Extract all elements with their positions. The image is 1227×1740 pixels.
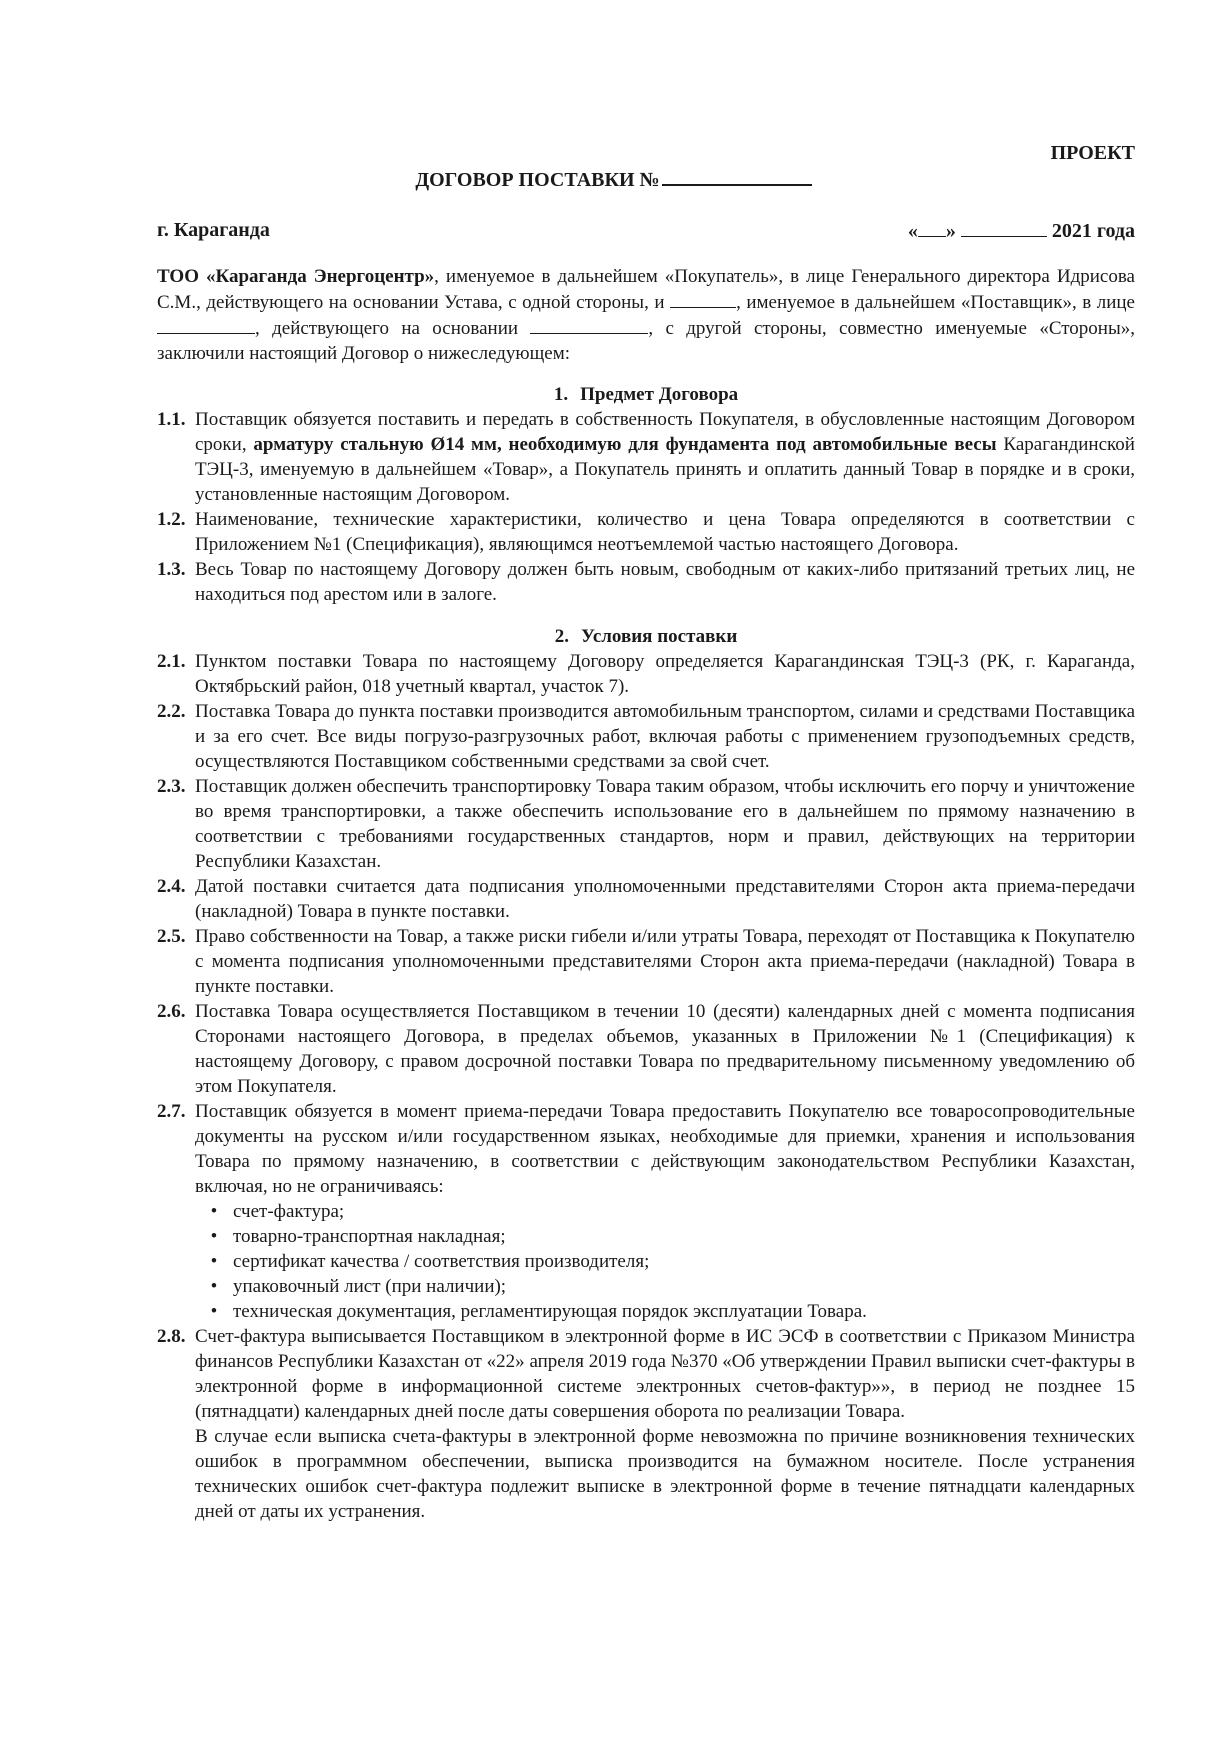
clause-number: 2.4. xyxy=(157,876,186,897)
clause-text: Поставщик обязуется в момент приема-передачи Товара предоставить Покупателю все товаросопроводительные документы на русском и/или государственном языках, необходимые для приемки, хранения и использования Товара по прямому назначению, в соответствии с действующим законодательством Республики Казахстан, включая, но не ограничиваясь: xyxy=(195,1101,1135,1197)
list-item xyxy=(195,1249,1135,1274)
clause-number: 2.3. xyxy=(157,776,186,797)
clause-number: 2.6. xyxy=(157,1001,186,1022)
month-blank xyxy=(961,218,1047,237)
list-item-text: счет-фактура; xyxy=(233,1201,345,1222)
list-item xyxy=(195,1224,1135,1249)
clause-number: 2.7. xyxy=(157,1101,186,1122)
clause-text: Поставка Товара до пункта поставки производится автомобильным транспортом, силами и средствами Поставщика и за его счет. Все виды погрузо-разгрузочных работ, включая работы с применением грузоподъемных средств, осуществляются Поставщиком собственными средствами за свой счет. xyxy=(195,701,1135,772)
section-title-1 xyxy=(157,382,1135,407)
buyer-name: ТОО «Караганда Энергоцентр» xyxy=(157,266,435,287)
list-item-text: товарно-транспортная накладная; xyxy=(233,1226,506,1247)
clause-text: Наименование, технические характеристики, количество и цена Товара определяются в соответствии с Приложением №1 (Спецификация), являющимся неотъемлемой частью настоящего Договора. xyxy=(195,509,1135,555)
date-quote-close: » xyxy=(945,220,956,242)
draft-stamp: ПРОЕКТ xyxy=(1050,142,1135,164)
bullet-icon: • xyxy=(210,1251,218,1272)
list-item-text: упаковочный лист (при наличии); xyxy=(233,1276,507,1297)
section-title-2 xyxy=(157,624,1135,649)
clause-2-2 xyxy=(157,699,1135,774)
list-item xyxy=(195,1199,1135,1224)
goods-description: арматуру стальную Ø14 мм, необходимую для фундамента под автомобильные весы xyxy=(253,434,997,455)
clause-1-1 xyxy=(157,407,1135,507)
clause-2-3 xyxy=(157,774,1135,874)
supplier-name-blank xyxy=(670,289,736,308)
clause-2-6 xyxy=(157,999,1135,1099)
document-body xyxy=(157,264,1135,1524)
clause-number: 2.5. xyxy=(157,926,186,947)
document-list xyxy=(195,1199,1135,1324)
bullet-icon: • xyxy=(210,1276,218,1297)
clause-text: Право собственности на Товар, а также риски гибели и/или утраты Товара, переходят от Поставщика к Покупателю с момента подписания уполномоченными представителями Сторон акта приема-передачи (накладной) Товара в пункте поставки. xyxy=(195,926,1135,997)
clause-number: 1.2. xyxy=(157,509,186,530)
document-title xyxy=(0,165,1227,193)
clause-text-part: Карагандинской ТЭЦ-3, именуемую в дальнейшем «Товар», а Покупатель принять и оплатить данный Товар в порядке и в сроки, установленные настоящим Договором. xyxy=(195,434,1135,505)
clause-2-7 xyxy=(157,1099,1135,1199)
clause-1-2 xyxy=(157,507,1135,557)
section-title-text: Предмет Договора xyxy=(580,384,739,405)
date-year: 2021 года xyxy=(1051,220,1135,242)
clause-2-8 xyxy=(157,1324,1135,1424)
preamble-text-4: , с другой стороны, совместно именуемые «Стороны», заключили настоящий Договор о нижеследующем: xyxy=(157,318,1135,364)
list-item-text: техническая документация, регламентирующая порядок эксплуатации Товара. xyxy=(233,1301,867,1322)
basis-blank xyxy=(530,315,648,334)
clause-text: Весь Товар по настоящему Договору должен быть новым, свободным от каких-либо притязаний третьих лиц, не находиться под арестом или в залоге. xyxy=(195,559,1135,605)
clause-text: Поставка Товара осуществляется Поставщиком в течении 10 (десяти) календарных дней с момента подписания Сторонами настоящего Договора, в пределах объемов, указанных в Приложении №1 (Спецификация) к настоящему Договору, с правом досрочной поставки Товара по предварительному письменному уведомлению об этом Покупателя. xyxy=(195,1001,1135,1097)
preamble-text-1: , именуемое в дальнейшем «Покупатель», в лице Генерального директора Идрисова С.М., действующего на основании Устава, с одной стороны, и xyxy=(157,266,1135,313)
document-title-text: ДОГОВОР ПОСТАВКИ № xyxy=(415,169,660,191)
clause-number: 1.3. xyxy=(157,559,186,580)
contract-number-blank xyxy=(662,165,812,186)
day-blank xyxy=(918,218,946,237)
clause-text: Поставщик должен обеспечить транспортировку Товара таким образом, чтобы исключить его порчу и уничтожение во время транспортировки, а также обеспечить использование его в дальнейшем по прямому назначению в соответствии с требованиями государственных стандартов, норм и правил, действующих на территории Республики Казахстан. xyxy=(195,776,1135,872)
clause-text-part: Поставщик обязуется поставить и передать в собственность Покупателя, в обусловленные настоящим Договором сроки, xyxy=(195,409,1135,455)
clause-number: 2.1. xyxy=(157,651,186,672)
clause-text xyxy=(195,407,1135,507)
section-title-text: Условия поставки xyxy=(580,626,738,647)
date-quote-open: « xyxy=(907,220,918,242)
preamble xyxy=(157,264,1135,366)
section-number: 2. xyxy=(554,626,569,647)
contract-date xyxy=(908,218,1135,244)
clause-text: Пунктом поставки Товара по настоящему Договору определяется Карагандинская ТЭЦ-3 (РК, г. Караганда, Октябрьский район, 018 учетный квартал, участок 7). xyxy=(195,651,1135,697)
clause-number: 1.1. xyxy=(157,409,186,430)
representative-blank xyxy=(157,315,255,334)
clause-text: Счет-фактура выписывается Поставщиком в электронной форме в ИС ЭСФ в соответствии с Приказом Министра финансов Республики Казахстан от «22» апреля 2019 года №370 «Об утверждении Правил выписки счет-фактуры в электронной форме в информационной системе электронных счетов-фактур»», в период не позднее 15 (пятнадцати) календарных дней после даты совершения оборота по реализации Товара. xyxy=(195,1326,1135,1422)
bullet-icon: • xyxy=(210,1201,218,1222)
list-item-text: сертификат качества / соответствия производителя; xyxy=(233,1251,650,1272)
clause-number: 2.2. xyxy=(157,701,186,722)
preamble-text-3: , действующего на основании xyxy=(255,318,531,339)
bullet-icon: • xyxy=(210,1226,218,1247)
list-item xyxy=(195,1299,1135,1324)
bullet-icon: • xyxy=(210,1301,218,1322)
clause-2-4 xyxy=(157,874,1135,924)
list-item xyxy=(195,1274,1135,1299)
clause-number: 2.8. xyxy=(157,1326,186,1347)
city-date-row xyxy=(157,218,1135,243)
clause-text: Датой поставки считается дата подписания уполномоченными представителями Сторон акта приема-передачи (накладной) Товара в пункте поставки. xyxy=(195,876,1135,922)
clause-2-5 xyxy=(157,924,1135,999)
preamble-text-2: , именуемое в дальнейшем «Поставщик», в лице xyxy=(736,292,1135,313)
city: г. Караганда xyxy=(157,219,270,241)
clause-2-8-paragraph: В случае если выписка счета-фактуры в электронной форме невозможна по причине возникновения технических ошибок в программном обеспечении, выписка производится на бумажном носителе. После устранения технических ошибок счет-фактура подлежит выписке в электронной форме в течение пятнадцати календарных дней от даты их устранения. xyxy=(195,1426,1135,1522)
clause-2-1 xyxy=(157,649,1135,699)
section-number: 1. xyxy=(553,384,569,405)
clause-1-3 xyxy=(157,557,1135,607)
